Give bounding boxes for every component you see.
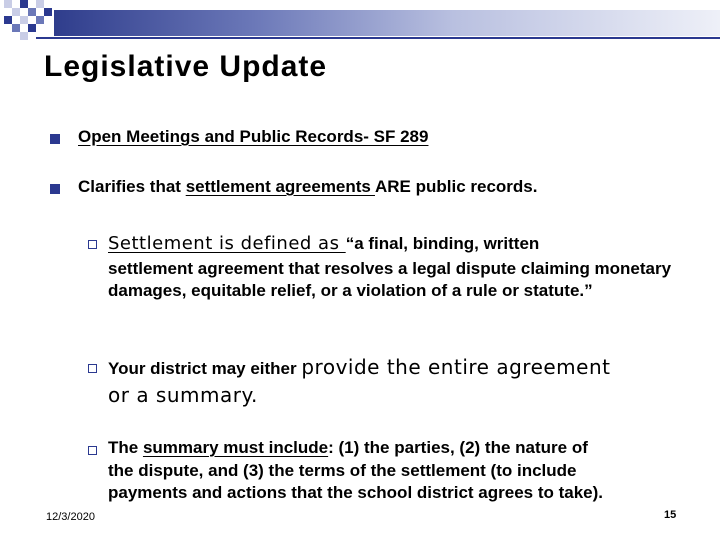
header-gradient-band [54,10,720,36]
bullet-1-text: Open Meetings and Public Records- SF 289 [78,127,429,146]
sub-bullet-2-lead: Your district may either [108,359,302,378]
square-bullet-icon [50,184,60,194]
sub-bullet-2-line1 [108,355,610,379]
page-number: 15 [664,509,677,521]
sub-bullet-1-rest: settlement agreement that resolves a legal dispute claiming monetary damages, equitable relief, or a violation of a rule or statute.” [108,259,672,300]
sub-bullet-1-line1 [108,233,539,254]
slide-title: Legislative Update [44,50,328,83]
bullet-2-part-b: ARE public records. [374,177,538,196]
sub-bullet-3-lead: The [108,438,143,457]
sub-bullet-3-line1 [108,438,588,458]
sub-bullet-2-large: provide the entire agreement [301,355,611,379]
bullet-2-underlined: settlement agreements [185,177,375,196]
bullet-2-text [78,177,537,197]
hollow-square-bullet-icon [88,240,97,249]
sub-bullet-3-rest: the dispute, and (3) the terms of the settlement (to include payments and actions that the school district agrees to take). [108,461,604,502]
sub-bullet-1-quote-start: “a final, binding, written [345,234,540,253]
bullet-2-part-a: Clarifies that [78,177,186,196]
footer-date: 12/3/2020 [46,511,95,523]
hollow-square-bullet-icon [88,364,97,373]
checkerboard-decoration [0,0,60,40]
sub-bullet-3-underlined: summary must include [142,438,329,457]
square-bullet-icon [50,134,60,144]
sub-bullet-2-line2: or a summary. [108,383,258,407]
header-rule [36,37,720,39]
sub-bullet-1-lead: Settlement is defined as [108,233,346,254]
sub-bullet-3-after: : (1) the parties, (2) the nature of [328,438,588,457]
hollow-square-bullet-icon [88,446,97,455]
